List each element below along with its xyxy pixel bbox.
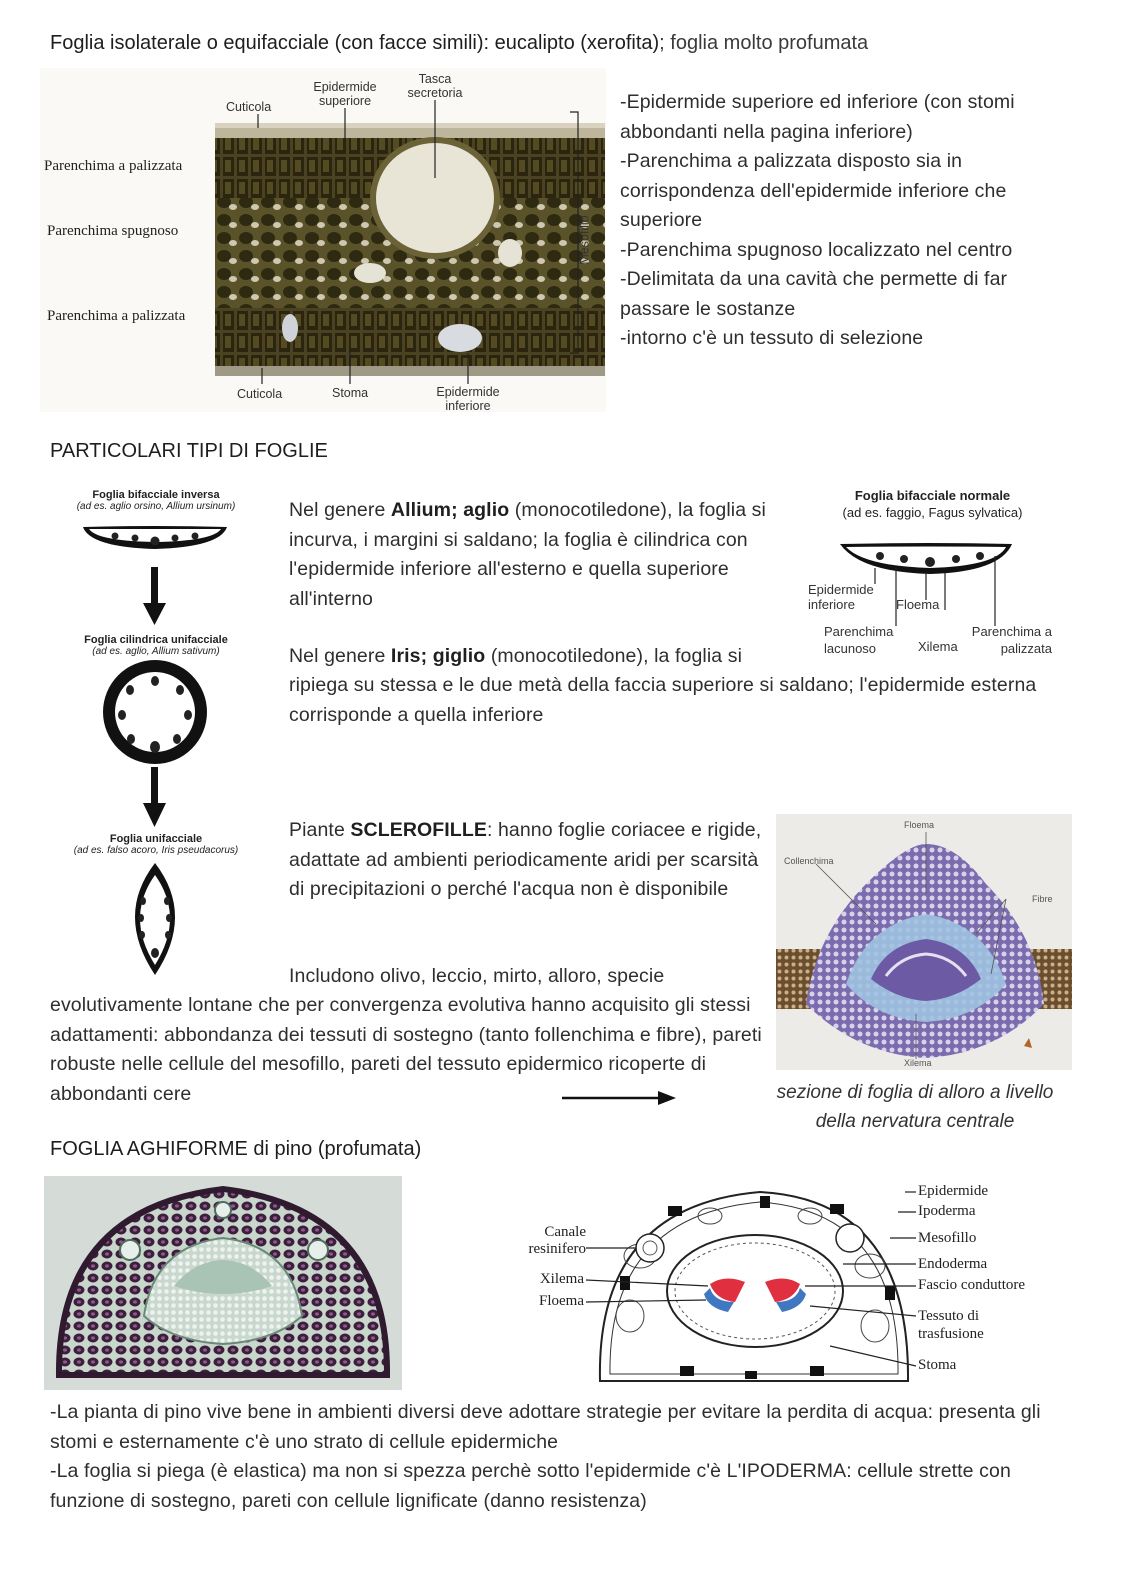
pine-label-floema: Floema — [539, 1293, 584, 1309]
section1-bullets — [620, 88, 1070, 354]
alloro-caption: sezione di foglia di alloro a livello della nervatura centrale — [776, 1082, 1054, 1132]
alloro-label-xilema: Xilema — [904, 1058, 932, 1068]
eucalyptus-micrograph — [40, 68, 606, 412]
bullet-4: -Delimitata da una cavità che permette di far passare le sostanze — [620, 268, 1008, 320]
pine-label-fascio: Fascio conduttore — [918, 1277, 1026, 1293]
pine-micrograph-figure — [44, 1176, 402, 1390]
section1-title-main: Foglia isolaterale o equifacciale (con facce simili): eucalipto (xerofita) — [50, 32, 660, 54]
label-tasca-secretoria: Tasca secretoria — [407, 72, 463, 100]
pine-label-xilema: Xilema — [539, 1271, 584, 1287]
section3-title-main: FOGLIA AGHIFORME di pino — [50, 1138, 313, 1160]
bullet-2: -Parenchima a palizzata disposto sia in corrispondenza dell'epidermide inferiore che superiore — [620, 150, 1007, 231]
allium-bold: Allium; aglio — [390, 499, 510, 521]
bif-label-xilema: Xilema — [918, 639, 958, 654]
bifacial-title: Foglia bifacciale normale — [854, 488, 1011, 503]
section3-title — [50, 1138, 421, 1161]
pine-label-canale: Canale resinifero — [528, 1224, 586, 1257]
pine-paragraph-1: -La pianta di pino vive bene in ambienti diversi deve adottare strategie per evitare la perdita di acqua: presenta gli stomi e esternamente c'è uno strato di cellule epidermiche — [50, 1401, 1041, 1453]
sclerofille-post: : hanno foglie coriacee e rigide, adattate ad ambienti periodicamente aridi per scarsità di precipitazioni o perché l'acqua non è disponibile — [289, 819, 762, 900]
right-arrow-icon — [560, 1088, 680, 1108]
iris-paragraph-first — [289, 642, 789, 672]
pine-label-mesofillo: Mesofillo — [918, 1230, 977, 1246]
alloro-label-collenchima: Collenchima — [784, 856, 834, 866]
includono-first-line: Includono olivo, leccio, mirto, alloro, specie — [289, 965, 665, 987]
iris-pre: Nel genere — [289, 645, 391, 667]
label-epidermide-inferiore: Epidermide inferiore — [436, 385, 500, 413]
bif-label-palizzata: Parenchima a palizzata — [971, 624, 1052, 656]
sclerofille-bold: SCLEROFILLE — [350, 819, 487, 841]
includono-rest: evolutivamente lontane che per convergenza evolutiva hanno acquisito gli stessi adattamenti: abbondanza dei tessuti di sostegno (tanto follenchima e fibre), pareti robuste nelle cellule del mesofillo, pareti del tessuto epidermico ricoperte di abbondanti cere — [50, 994, 762, 1105]
section2-title: PARTICOLARI TIPI DI FOGLIE — [50, 440, 328, 462]
pine-label-ipoderma: Ipoderma — [918, 1203, 976, 1219]
iris-line1: (monocotiledone), la foglia si — [485, 645, 743, 667]
allium-paragraph — [289, 496, 784, 614]
sclerofille-paragraph — [289, 816, 769, 905]
alloro-label-fibre: Fibre — [1032, 894, 1053, 904]
pine-label-endoderma: Endoderma — [918, 1256, 988, 1272]
unifacciale-title: Foglia unifacciale — [109, 833, 203, 845]
bif-label-lacunoso: Parenchima lacunoso — [824, 624, 894, 656]
pine-diagram — [510, 1176, 1050, 1390]
label-cuticola-bottom: Cuticola — [237, 387, 283, 401]
label-palizzata-top: Parenchima a palizzata — [44, 158, 183, 174]
unifacciale-sub: (ad es. falso acoro, Iris pseudacorus) — [73, 845, 239, 856]
pine-micrograph — [44, 1176, 402, 1390]
bifacial-sub: (ad es. faggio, Fagus sylvatica) — [842, 505, 1023, 520]
cilindrica-sub: (ad es. aglio, Allium sativum) — [92, 646, 220, 657]
sclerofille-pre: Piante — [289, 819, 351, 841]
pine-label-epidermide: Epidermide — [918, 1183, 988, 1199]
alloro-label-floema: Floema — [904, 820, 935, 830]
label-palizzata-bottom: Parenchima a palizzata — [47, 308, 186, 324]
section1-title-rest: ; foglia molto profumata — [659, 32, 869, 54]
bif-label-floema: Floema — [896, 597, 940, 612]
bullet-3: -Parenchima spugnoso localizzato nel centro — [620, 238, 1013, 261]
iris-paragraph-rest: ripiega su stessa e le due metà della faccia superiore si saldano; l'epidermide esterna corrisponde a quella inferiore — [289, 674, 1037, 726]
bullet-5: -intorno c'è un tessuto di selezione — [620, 327, 924, 349]
pine-paragraph-2: -La foglia si piega (è elastica) ma non si spezza perchè sotto l'epidermide c'è L'IPODERMA: cellule strette con funzione di sostegno, pareti con cellule lignificate (danno resistenza) — [50, 1460, 1011, 1512]
allium-pre: Nel genere — [289, 499, 391, 521]
bifacial-normal-diagram — [800, 480, 1065, 670]
pine-label-trasfusione: Tessuto di trasfusione — [918, 1308, 984, 1342]
leaf-types-diagram — [45, 485, 265, 985]
leaf-types-shapes — [45, 485, 265, 985]
pine-label-stoma: Stoma — [918, 1357, 957, 1373]
label-spugnoso: Parenchima spugnoso — [47, 223, 179, 239]
label-stoma: Stoma — [332, 386, 369, 400]
label-cuticola-top: Cuticola — [226, 100, 272, 114]
section3-title-rest: (profumata) — [312, 1138, 422, 1160]
bullet-1: -Epidermide superiore ed inferiore (con stomi abbondanti nella pagina inferiore) — [620, 91, 1015, 143]
section1-title — [50, 32, 1090, 55]
label-mesofillo: Mesofillo — [577, 215, 592, 265]
alloro-micrograph — [776, 814, 1072, 1070]
inversa-sub: (ad es. aglio orsino, Allium ursinum) — [76, 501, 236, 512]
inversa-title: Foglia bifacciale inversa — [92, 489, 220, 501]
cilindrica-title: Foglia cilindrica unifacciale — [84, 634, 228, 646]
alloro-figure — [776, 814, 1072, 1070]
iris-bold: Iris; giglio — [390, 645, 486, 667]
eucalyptus-figure — [40, 68, 606, 412]
label-epidermide-superiore: Epidermide superiore — [313, 80, 377, 108]
allium-post: (monocotiledone), la foglia si incurva, i margini si saldano; la foglia è cilindrica con l'epidermide inferiore all'esterno e quella superiore all'interno — [289, 499, 766, 610]
bif-label-epidermide: Epidermide inferiore — [808, 582, 874, 612]
